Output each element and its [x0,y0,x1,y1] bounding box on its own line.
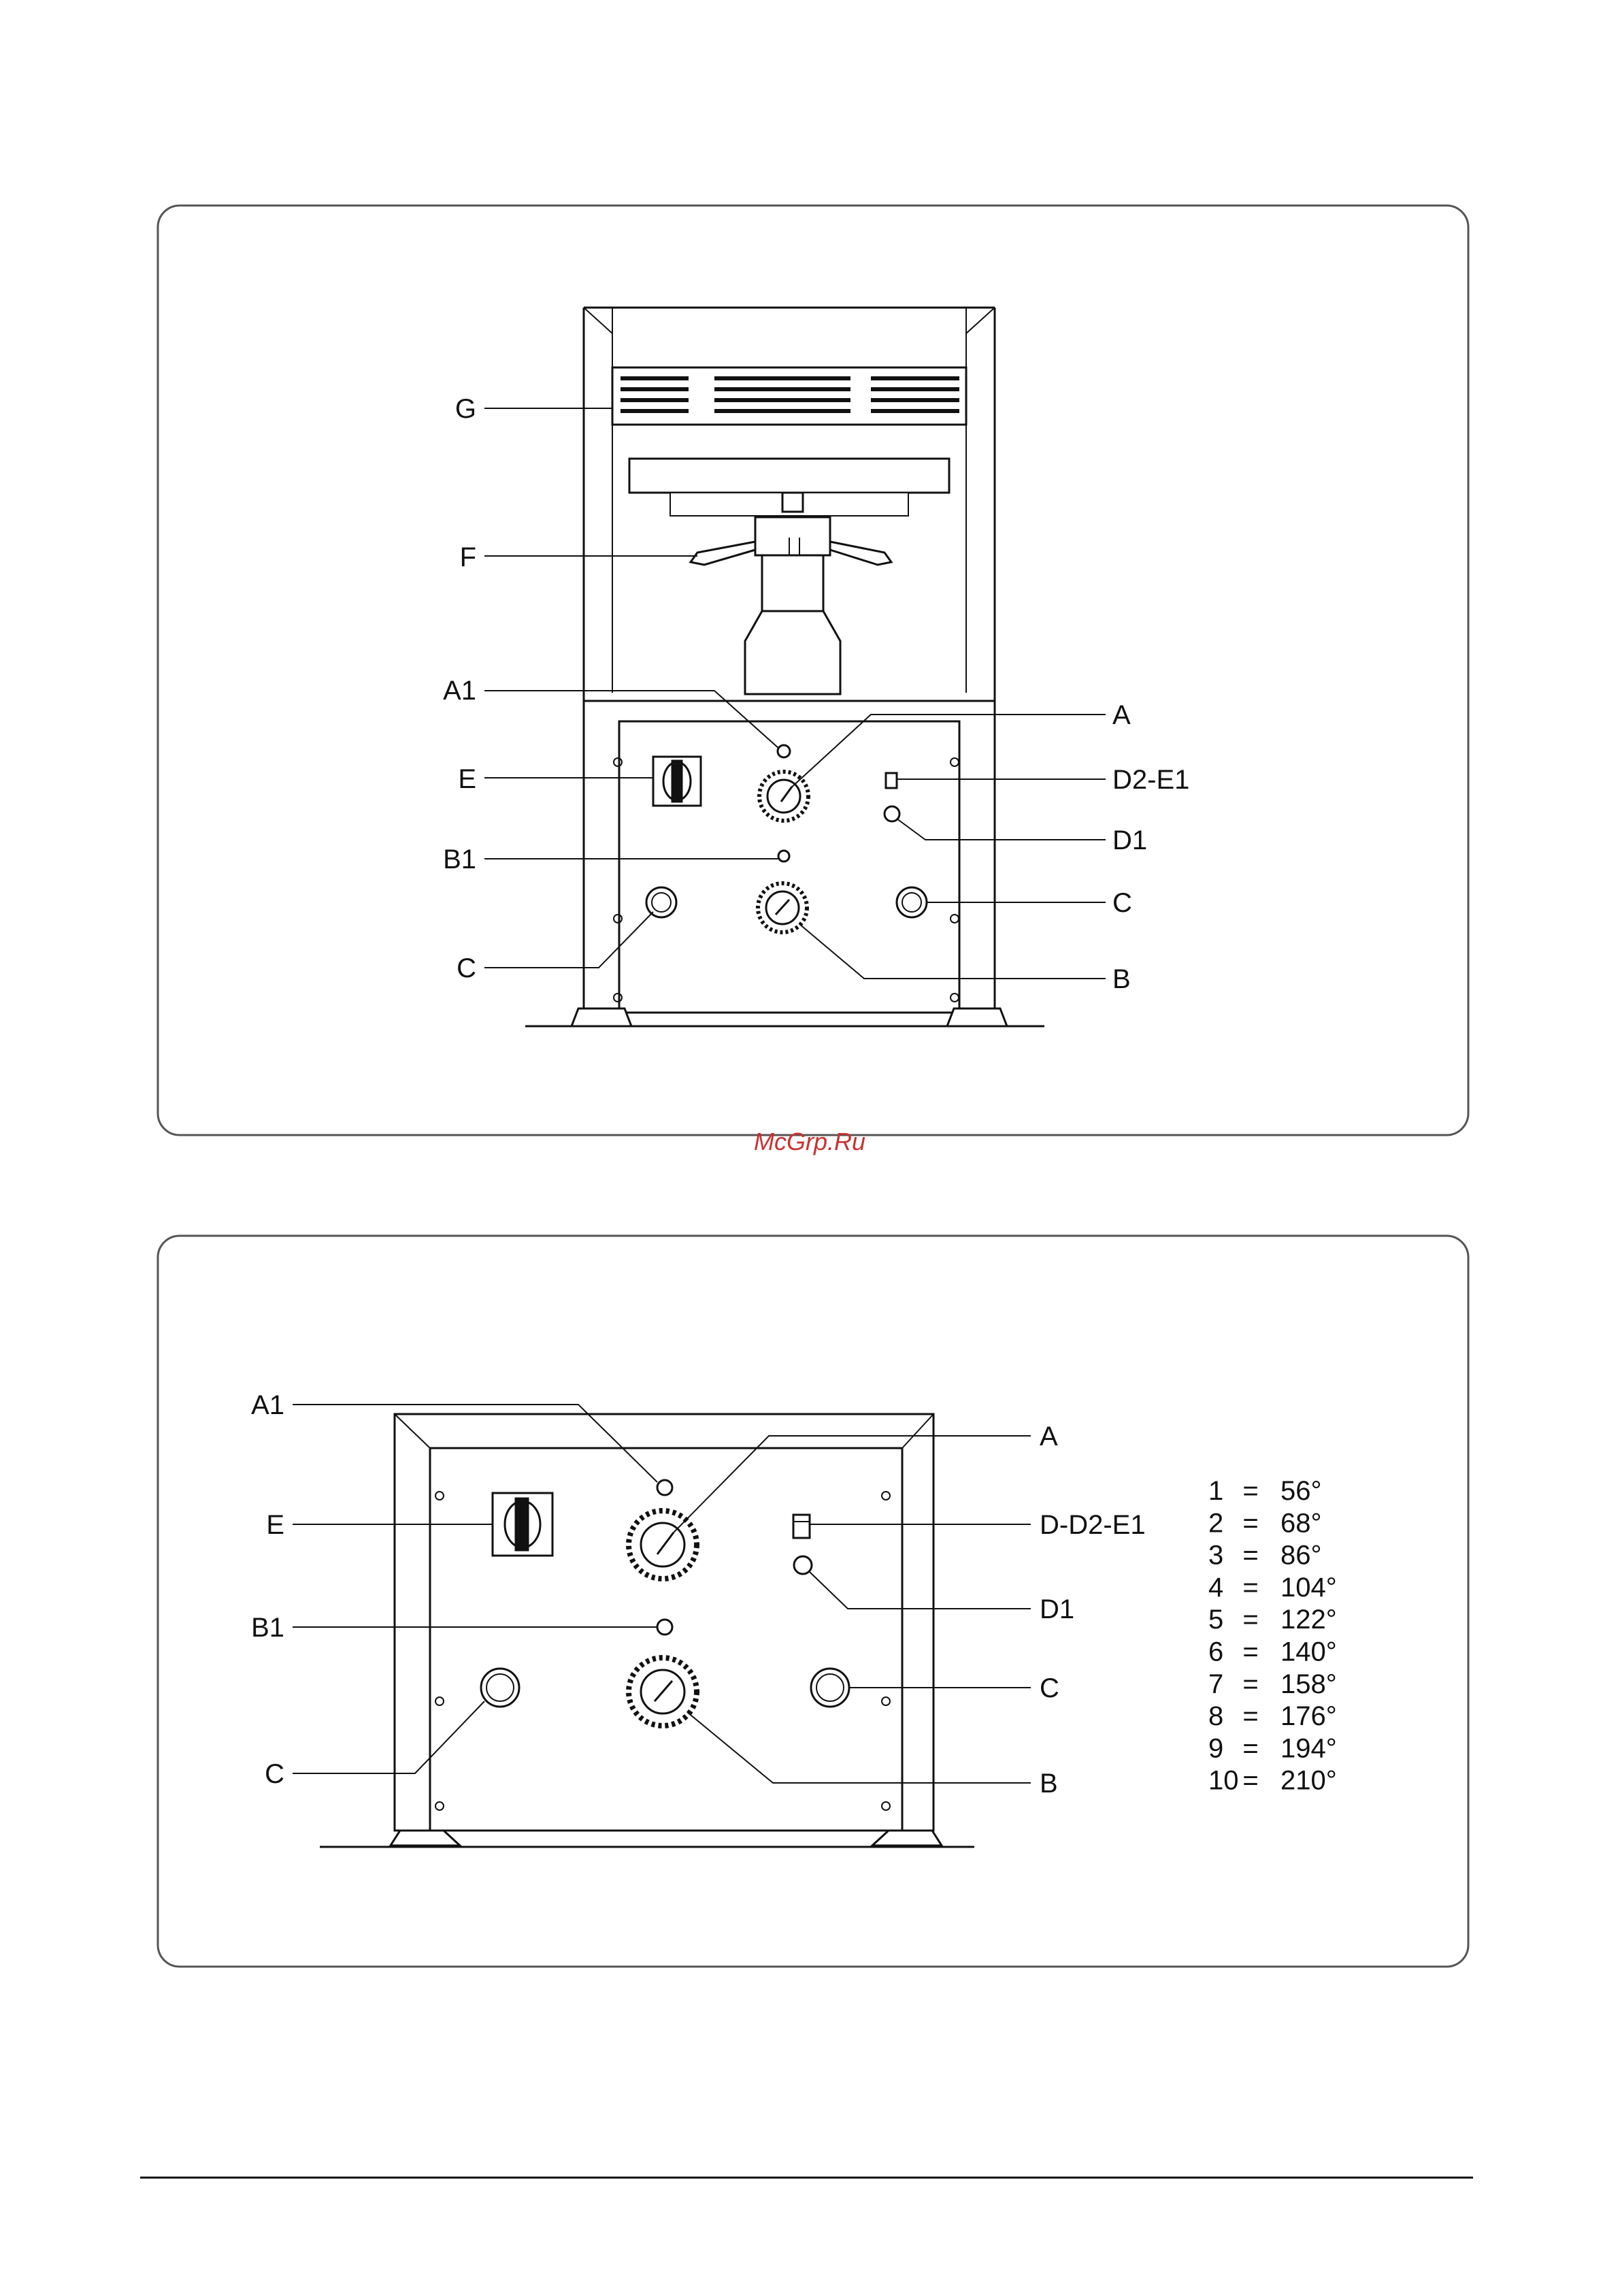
temp-table-step: 10 [1208,1765,1239,1796]
temp-table-step: 4 [1208,1572,1224,1603]
temp-table-equals: = [1242,1733,1259,1764]
temp-table-equals: = [1242,1637,1259,1667]
label-c-right-2: C [1040,1673,1059,1703]
temp-table-value: 104° [1280,1572,1337,1603]
label-b1-2: B1 [251,1613,284,1643]
temp-table-value: 158° [1280,1669,1337,1699]
heating-plate-g [612,367,966,425]
temp-table-value: 86° [1280,1540,1322,1571]
label-d-d2-e1: D-D2-E1 [1040,1510,1146,1540]
label-a: A [1112,700,1131,730]
main-switch-e-2 [493,1493,552,1556]
label-f: F [459,542,476,572]
main-switch-e [653,757,701,806]
temp-table-value: 140° [1280,1637,1337,1667]
temp-table-step: 6 [1208,1637,1224,1667]
label-a1-2: A1 [251,1390,284,1420]
temp-table-equals: = [1242,1605,1259,1635]
label-b1: B1 [443,844,476,874]
temp-table-step: 7 [1208,1669,1224,1699]
label-b: B [1112,964,1131,994]
label-a1: A1 [443,676,476,706]
temp-table-value: 210° [1280,1765,1337,1796]
temp-table-equals: = [1242,1669,1259,1699]
label-g: G [454,394,476,424]
temp-table-equals: = [1242,1540,1259,1571]
watermark: McGrp.Ru [753,1128,866,1155]
lower-plate [629,459,949,493]
temp-table-step: 2 [1208,1508,1224,1539]
temp-table-value: 194° [1280,1733,1337,1764]
temp-table-step: 3 [1208,1540,1224,1571]
label-c-left-2: C [265,1759,284,1789]
control-panel-drawing [320,1414,974,1847]
label-b-2: B [1040,1769,1058,1799]
temp-table-step: 1 [1208,1476,1224,1506]
temp-table-equals: = [1242,1701,1259,1732]
temp-table-value: 68° [1280,1508,1322,1539]
temp-table-value: 176° [1280,1701,1337,1732]
temp-table-equals: = [1242,1476,1259,1506]
temp-table-equals: = [1242,1765,1259,1796]
temp-table-step: 8 [1208,1701,1224,1732]
temp-table-value: 56° [1280,1476,1322,1506]
temp-table-step: 9 [1208,1733,1224,1764]
label-e: E [458,764,476,794]
label-d2-e1: D2-E1 [1112,765,1190,795]
temp-table-equals: = [1242,1508,1259,1539]
label-a-2: A [1040,1422,1058,1452]
label-d1-2: D1 [1040,1594,1075,1624]
label-c-left: C [457,953,476,983]
temp-table-equals: = [1242,1572,1259,1603]
label-e-2: E [266,1510,284,1540]
label-d1: D1 [1112,825,1148,855]
temp-table-value: 122° [1280,1605,1337,1635]
label-c-right: C [1112,888,1132,918]
temp-table-step: 5 [1208,1605,1224,1635]
